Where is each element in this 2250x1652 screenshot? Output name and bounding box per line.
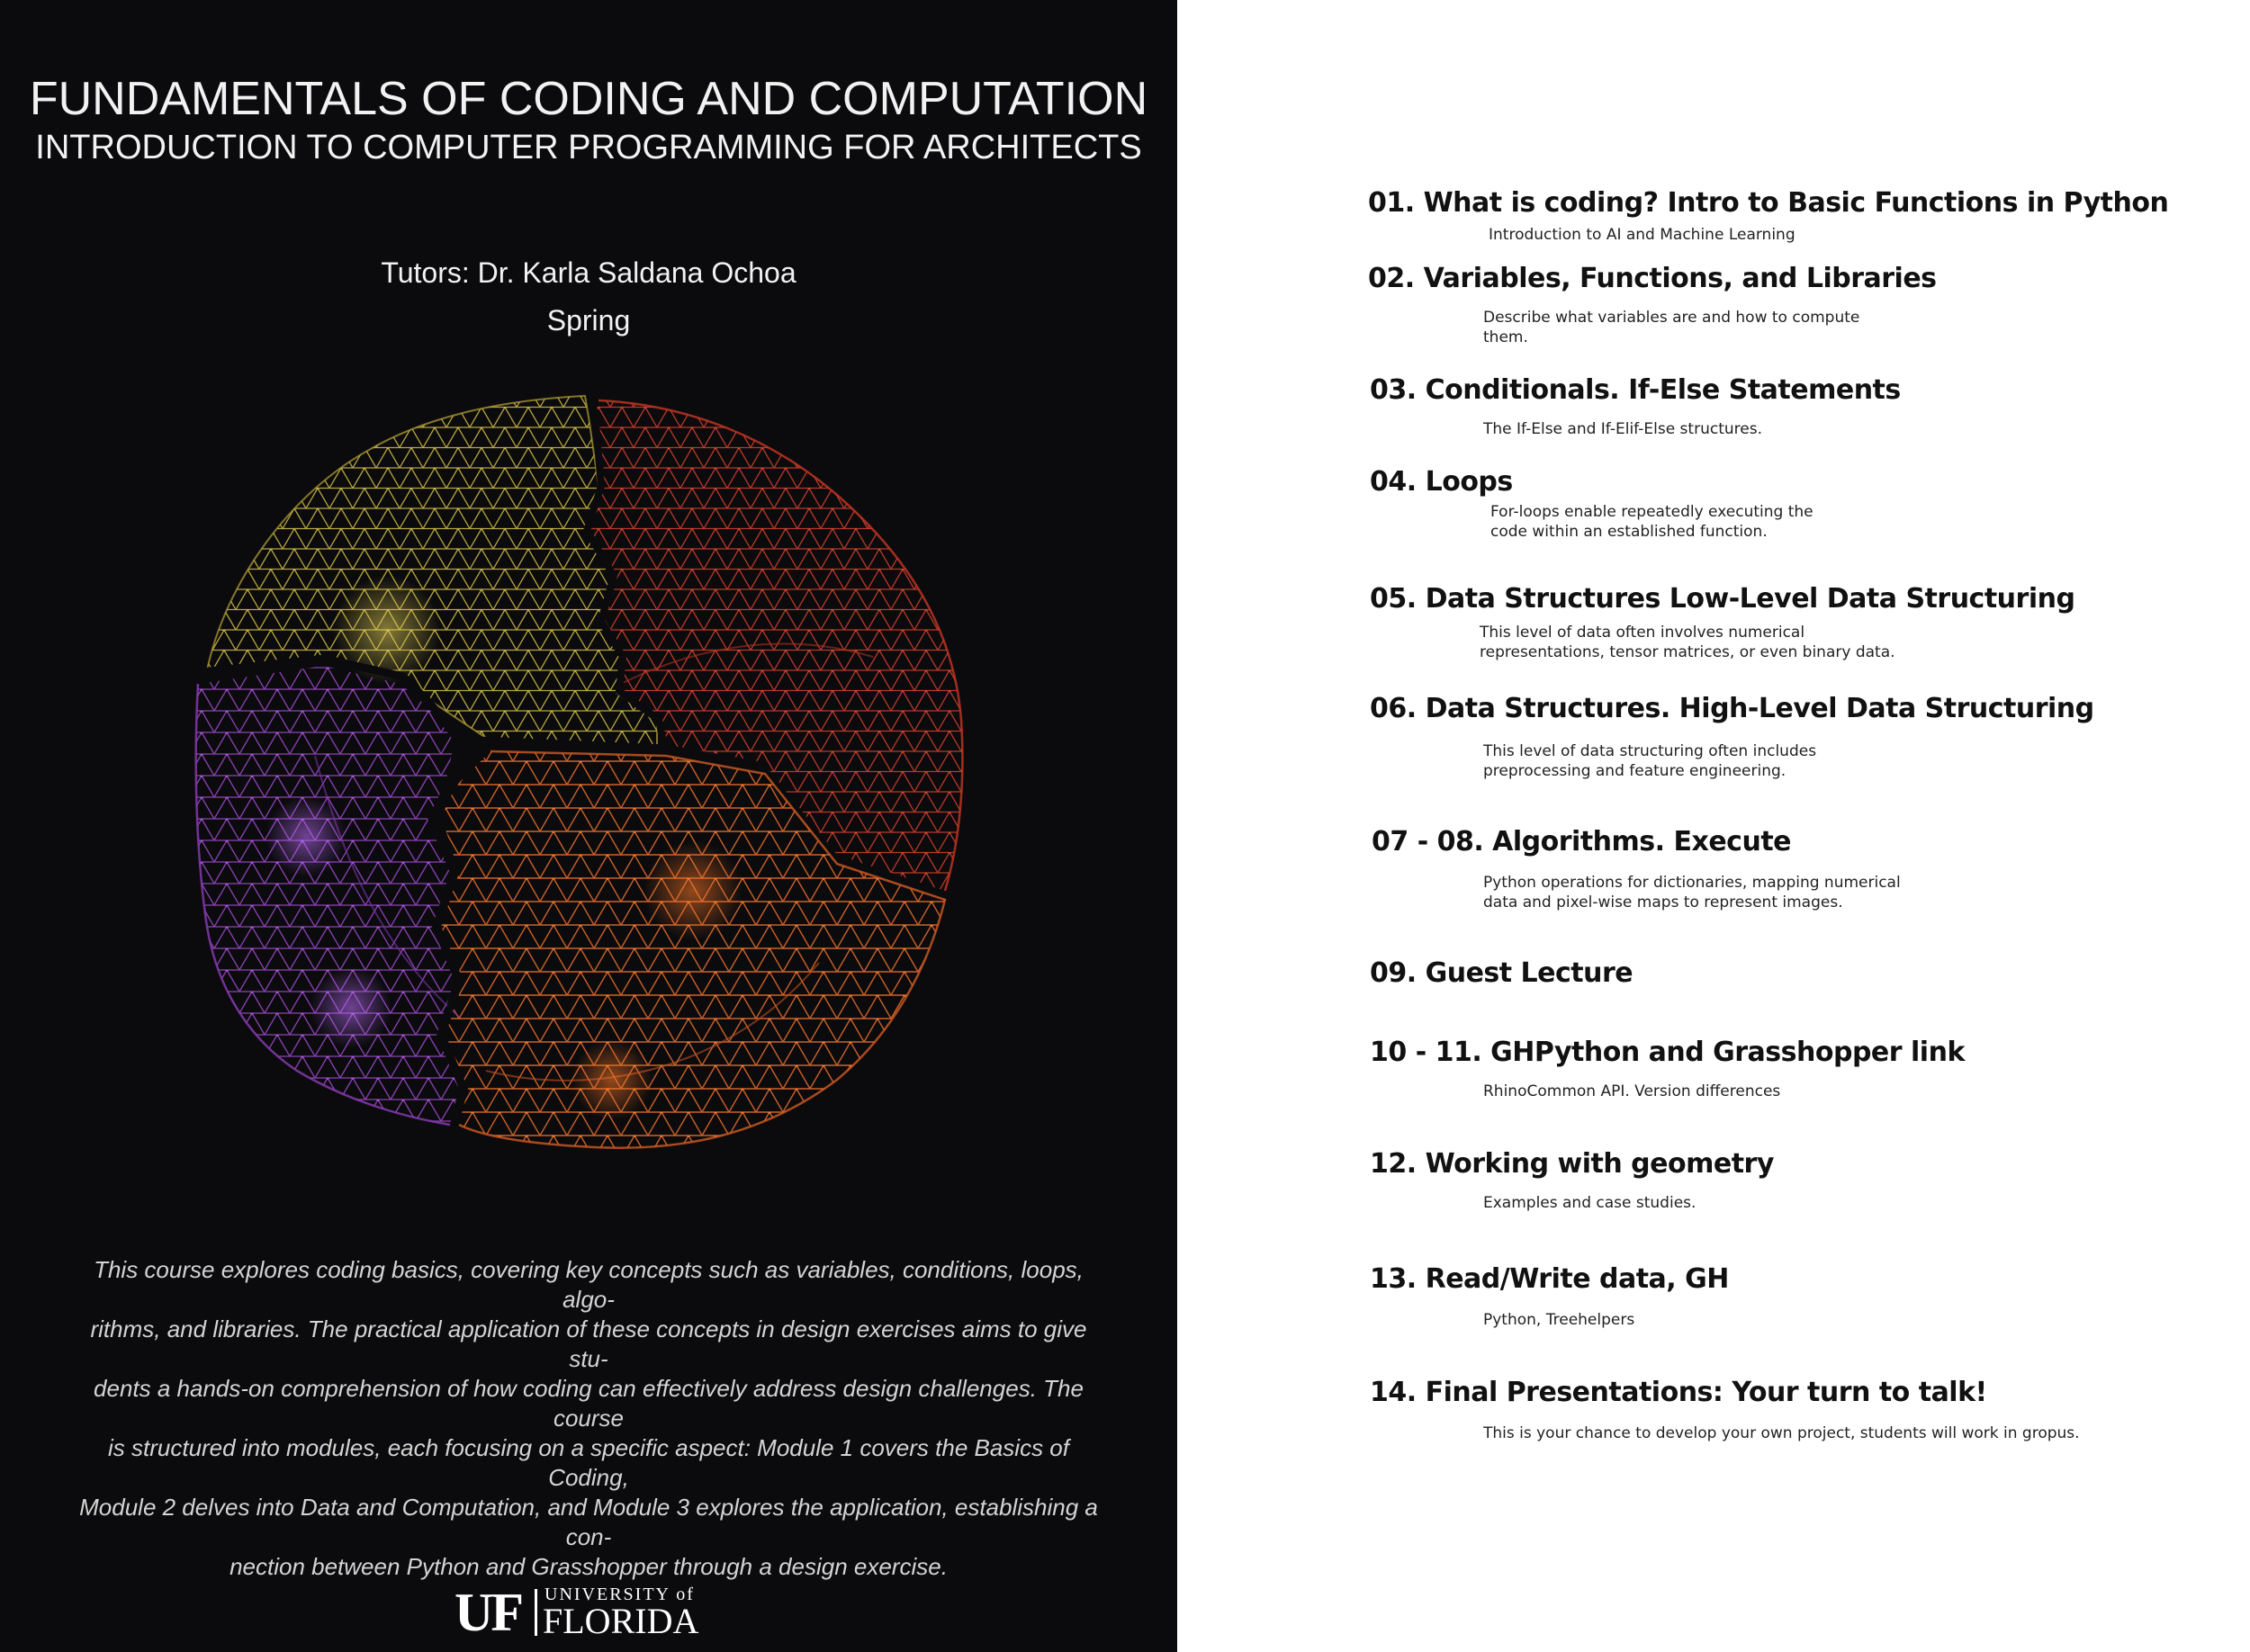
schedule-title: 01. What is coding? Intro to Basic Functions in Python [1368,187,2169,219]
schedule-desc: RhinoCommon API. Version differences [1483,1082,1781,1100]
mesh-region-purple [189,666,459,1125]
schedule-desc: them. [1483,328,1528,346]
mesh-sphere-illustration [189,387,981,1152]
schedule-title: 09. Guest Lecture [1370,957,1634,989]
schedule-title: 03. Conditionals. If-Else Statements [1370,374,1901,406]
uf-logo-divider [535,1589,537,1636]
schedule-desc: The If-Else and If-Elif-Else structures. [1483,420,1762,438]
cover-tutors: Tutors: Dr. Karla Saldana Ochoa [381,256,796,289]
uf-logo-florida: FLORIDA [543,1601,699,1641]
schedule-desc: For-loops enable repeatedly executing the [1490,503,1814,521]
schedule-title: 07 - 08. Algorithms. Execute [1372,826,1792,857]
schedule-desc: Examples and case studies. [1483,1194,1696,1212]
uf-logo-mark: UF [454,1583,521,1642]
schedule-desc: This is your chance to develop your own project, students will work in gropus. [1483,1424,2080,1442]
schedule-desc: This level of data structuring often includes [1483,742,1817,760]
description-line: rithms, and libraries. The practical application of these concepts in design exercises aims to give stu- [90,1315,1087,1372]
description-line: Module 2 delves into Data and Computation, and Module 3 explores the application, establishing a con- [79,1494,1098,1550]
schedule-title: 12. Working with geometry [1370,1148,1774,1180]
schedule-title: 02. Variables, Functions, and Libraries [1368,263,1937,294]
schedule-title: 10 - 11. GHPython and Grasshopper link [1370,1037,1965,1068]
schedule-desc: representations, tensor matrices, or even binary data. [1480,643,1895,661]
schedule-desc: This level of data often involves numerical [1480,624,1805,642]
schedule-panel [1177,0,2250,1652]
schedule-desc: preprocessing and feature engineering. [1483,762,1786,780]
schedule-title: 13. Read/Write data, GH [1370,1263,1729,1295]
description-line: This course explores coding basics, covering key concepts such as variables, conditions, loops, algo- [94,1256,1084,1313]
schedule-desc: data and pixel-wise maps to represent images. [1483,893,1843,911]
schedule-title: 04. Loops [1370,466,1513,498]
uf-logo [454,1583,724,1642]
description-line: dents a hands-on comprehension of how coding can effectively address design challenges. The course [94,1375,1084,1432]
cover-term: Spring [546,304,631,337]
schedule-desc: Python operations for dictionaries, mapping numerical [1483,874,1901,892]
schedule-title: 05. Data Structures Low-Level Data Structuring [1370,583,2075,615]
course-description [76,1255,1102,1582]
schedule-desc: Introduction to AI and Machine Learning [1489,226,1796,244]
schedule-desc: Describe what variables are and how to compute [1483,309,1860,327]
schedule-desc: code within an established function. [1490,523,1768,541]
cover-subtitle: INTRODUCTION TO COMPUTER PROGRAMMING FOR ARCHITECTS [35,129,1142,166]
schedule-title: 14. Final Presentations: Your turn to talk! [1370,1377,1987,1408]
uf-logo-university: UNIVERSITY of [544,1585,695,1604]
cover-title: FUNDAMENTALS OF CODING AND COMPUTATION [29,73,1148,125]
schedule-desc: Python, Treehelpers [1483,1311,1635,1329]
schedule-title: 06. Data Structures. High-Level Data Structuring [1370,693,2094,724]
description-line: nection between Python and Grasshopper through a design exercise. [230,1553,948,1580]
description-line: is structured into modules, each focusing on a specific aspect: Module 1 covers the Basics of Coding, [108,1434,1069,1491]
